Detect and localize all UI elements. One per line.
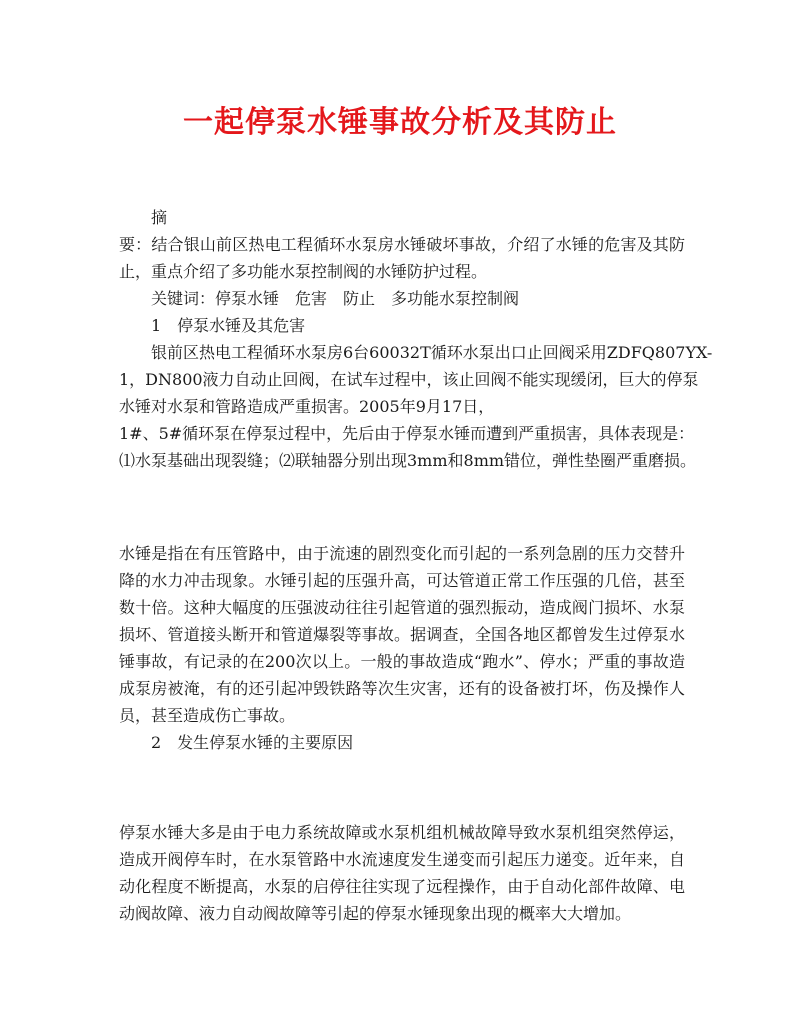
abstract-head: 摘 [151, 208, 168, 227]
paragraph-line: 水锤对水泵和管路造成严重损害。2005年9月17日， [119, 397, 495, 416]
paragraph-line: 造成开阀停车时，在水泵管路中水流速度发生递变而引起压力递变。近年来，自 [119, 850, 685, 869]
section-1-heading: 1 停泵水锤及其危害 [151, 316, 306, 335]
keywords-line: 关键词：停泵水锤 危害 防止 多功能水泵控制阀 [151, 289, 520, 308]
paragraph-line: 1，DN800液力自动止回阀，在试车过程中，该止回阀不能实现缓闭，巨大的停泵 [119, 370, 699, 389]
paragraph-line: 员，甚至造成伤亡事故。 [119, 706, 296, 725]
paragraph-water-hammer [119, 540, 685, 756]
abstract-line: 要：结合银山前区热电工程循环水泵房水锤破坏事故，介绍了水锤的危害及其防 [119, 235, 685, 254]
abstract-line: 止，重点介绍了多功能水泵控制阀的水锤防护过程。 [119, 262, 488, 281]
abstract-block [119, 204, 713, 474]
paragraph-line: ⑴水泵基础出现裂缝；⑵联轴器分别出现3mm和8mm错位，弹性垫圈严重磨损。 [119, 451, 697, 470]
paragraph-line: 成泵房被淹，有的还引起冲毁铁路等次生灾害，还有的设备被打坏，伤及操作人 [119, 679, 685, 698]
paragraph-line: 锤事故，有记录的在200次以上。一般的事故造成“跑水”、停水；严重的事故造 [119, 652, 685, 671]
paragraph-line: 银前区热电工程循环水泵房6台60032T循环水泵出口止回阀采用ZDFQ807YX- [151, 343, 713, 362]
paragraph-causes [119, 819, 685, 927]
paragraph-line: 损坏、管道接头断开和管道爆裂等事故。据调查，全国各地区都曾发生过停泵水 [119, 625, 685, 644]
paragraph-line: 1#、5#循环泵在停泵过程中，先后由于停泵水锤而遭到严重损害，具体表现是： [119, 424, 695, 443]
paragraph-line: 水锤是指在有压管路中，由于流速的剧烈变化而引起的一系列急剧的压力交替升 [119, 544, 685, 563]
section-2-heading: 2 发生停泵水锤的主要原因 [151, 733, 354, 752]
paragraph-line: 停泵水锤大多是由于电力系统故障或水泵机组机械故障导致水泵机组突然停运， [119, 823, 685, 842]
paragraph-line: 动化程度不断提高，水泵的启停往往实现了远程操作，由于自动化部件故障、电 [119, 877, 685, 896]
paragraph-line: 数十倍。这种大幅度的压强波动往往引起管道的强烈振动，造成阀门损坏、水泵 [119, 598, 685, 617]
paragraph-line: 降的水力冲击现象。水锤引起的压强升高，可达管道正常工作压强的几倍，甚至 [119, 571, 685, 590]
paragraph-line: 动阀故障、液力自动阀故障等引起的停泵水锤现象出现的概率大大增加。 [119, 904, 632, 923]
document-title: 一起停泵水锤事故分析及其防止 [183, 105, 617, 140]
